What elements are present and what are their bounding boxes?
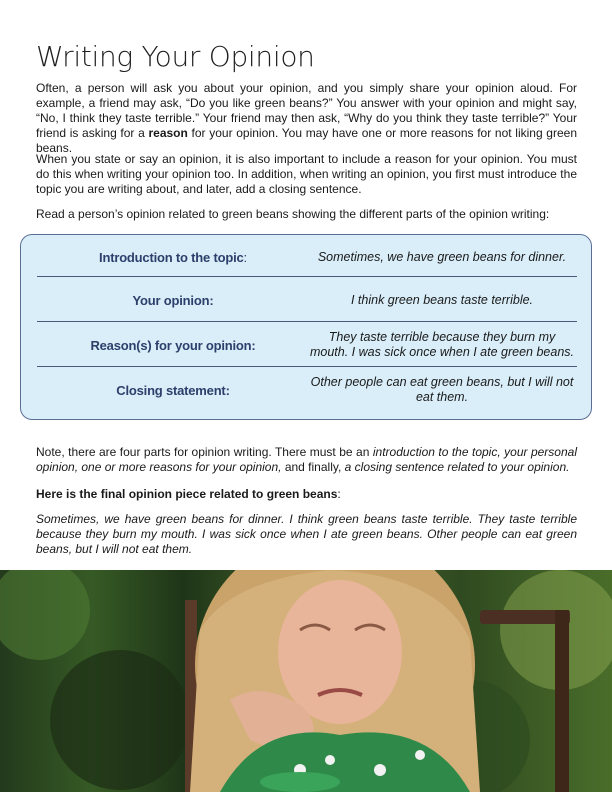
table-row-introduction	[37, 235, 575, 279]
intro-paragraph	[36, 81, 577, 156]
row-value: Sometimes, we have green beans for dinner.	[317, 249, 567, 264]
table-row-closing	[37, 368, 575, 412]
row-value: Other people can eat green beans, but I will not eat them.	[310, 375, 574, 404]
final-piece-heading-colon: :	[337, 487, 341, 501]
row-label	[37, 368, 309, 412]
table-row-opinion	[37, 278, 575, 322]
note-italic-closing: a closing sentence related to your opinion.	[344, 460, 570, 474]
note-text: Note, there are four parts for opinion writing. There must be an	[36, 445, 373, 459]
intro-text: Often, a person will ask you about your opinion, and you simply share your opinion aloud. For example, a friend may ask, “Do you like green beans?” You answer with your opinion and might say, “No, I think they taste terrible.” Your friend may then ask, “Why do you think they taste terrible?” Your friend is asking for a	[36, 81, 577, 140]
opinion-parts-table	[20, 234, 592, 420]
row-label	[37, 323, 309, 367]
table-divider	[37, 276, 577, 277]
note-text-mid: and finally,	[281, 460, 345, 474]
table-lead-paragraph: Read a person’s opinion related to green beans showing the different parts of the opinion writing:	[36, 207, 550, 221]
note-italic-parts: introduction to the topic, your personal opinion, one or more reasons for your opinion,	[36, 445, 577, 474]
final-piece-heading-text: Here is the final opinion piece related to green beans	[36, 487, 338, 501]
girl-disgust-photo	[0, 570, 612, 792]
row-label-text: Your opinion:	[132, 292, 214, 308]
table-divider	[37, 366, 577, 367]
row-label-colon: :	[243, 249, 247, 265]
final-piece-heading	[36, 487, 577, 502]
photo-illustration	[0, 570, 612, 792]
row-label	[37, 235, 309, 279]
reason-word: reason	[148, 126, 188, 140]
row-label-text: Reason(s) for your opinion:	[90, 337, 256, 353]
row-label-text: Introduction to the topic	[99, 249, 244, 265]
final-opinion-paragraph: Sometimes, we have green beans for dinner. I think green beans taste terrible. They taste terrible because they burn my mouth. I was sick once when I ate green beans. Other people can eat green beans, but I will not eat them.	[36, 512, 577, 556]
table-divider	[37, 321, 577, 322]
row-label	[37, 278, 309, 322]
intro-text-end: for your opinion. You may have one or more reasons for not liking green beans.	[36, 126, 577, 155]
row-label-text: Closing statement:	[116, 382, 230, 398]
reason-paragraph: When you state or say an opinion, it is also important to include a reason for your opinion. You must do this when writing your opinion too. In addition, when writing an opinion, you first must introduce the topic you are writing about, and later, add a closing sentence.	[36, 152, 577, 196]
row-value: They taste terrible because they burn my mouth. I was sick once when I ate green beans.	[309, 330, 575, 359]
table-row-reasons	[37, 323, 575, 367]
page-title: Writing Your Opinion	[36, 40, 315, 73]
row-value: I think green beans taste terrible.	[350, 292, 534, 307]
note-paragraph	[36, 445, 577, 475]
